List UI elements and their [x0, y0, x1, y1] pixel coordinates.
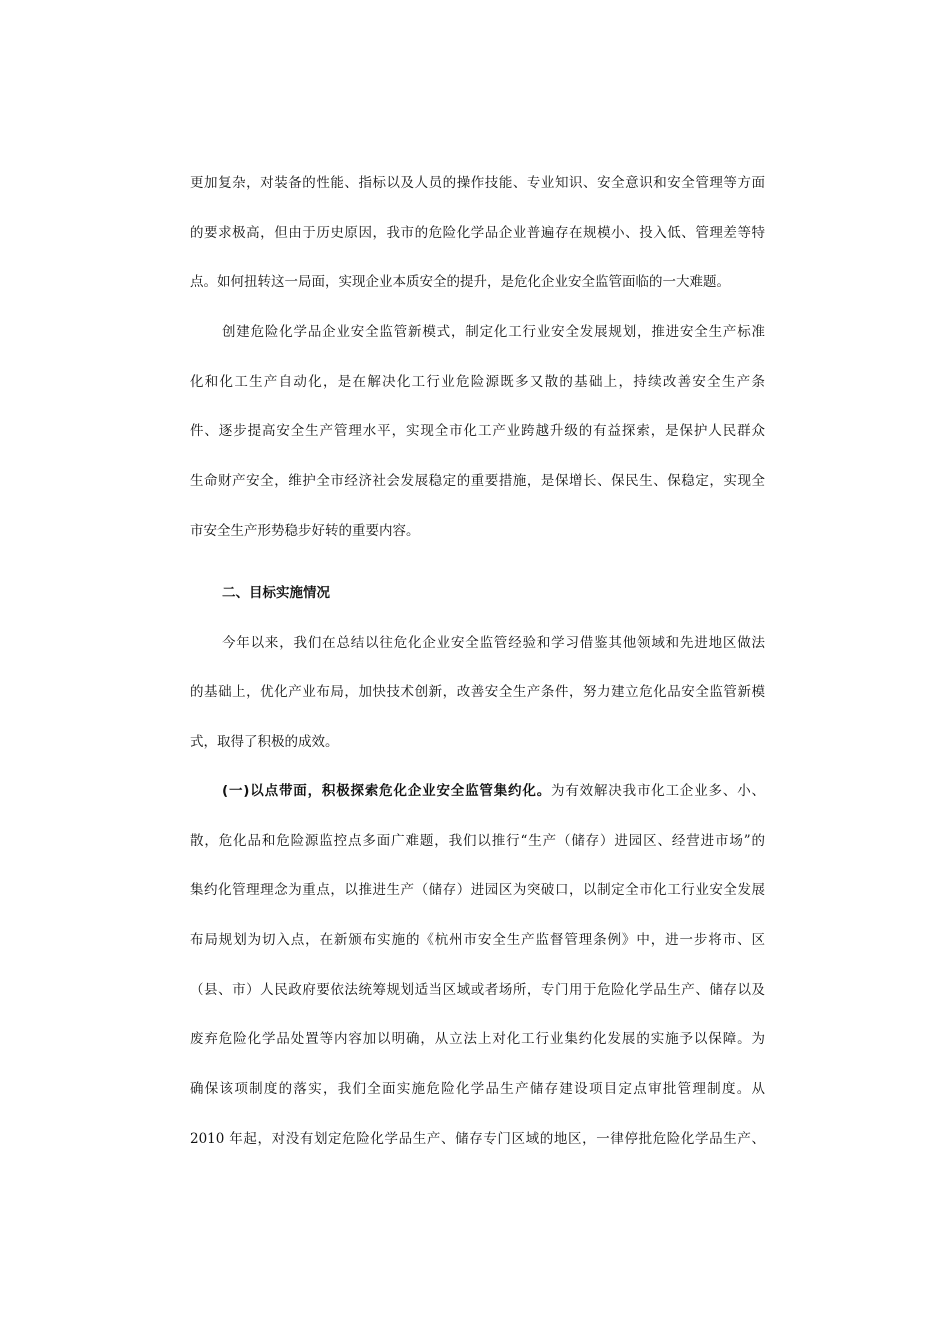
- text-line: 更加复杂，对装备的性能、指标以及人员的操作技能、专业知识、安全意识和安全管理等方面: [190, 175, 765, 191]
- text-line: 2010 年起，对没有划定危险化学品生产、储存专门区域的地区，一律停批危险化学品生产、: [190, 1131, 765, 1147]
- text-line: 废弃危险化学品处置等内容加以明确，从立法上对化工行业集约化发展的实施予以保障。为: [190, 1031, 765, 1047]
- text-run: 为有效解决我市化工企业多、小、: [551, 783, 766, 799]
- text-line: 的要求极高，但由于历史原因，我市的危险化学品企业普遍存在规模小、投入低、管理差等特: [190, 225, 765, 241]
- text-line: 布局规划为切入点，在新颁布实施的《杭州市安全生产监督管理条例》中，进一步将市、区: [190, 932, 765, 948]
- text-line: 集约化管理理念为重点，以推进生产（储存）进园区为突破口，以制定全市化工行业安全发展: [190, 882, 765, 898]
- text-line: 散，危化品和危险源监控点多面广难题，我们以推行“生产（储存）进园区、经营进市场”的: [190, 833, 765, 849]
- text-line: 市安全生产形势稳步好转的重要内容。: [190, 523, 420, 539]
- text-line-lead: [190, 779, 765, 803]
- section-heading: 二、目标实施情况: [222, 585, 330, 601]
- text-line: 今年以来，我们在总结以往危化企业安全监管经验和学习借鉴其他领域和先进地区做法: [222, 635, 765, 651]
- text-line: 件、逐步提高安全生产管理水平，实现全市化工产业跨越升级的有益探索，是保护人民群众: [190, 423, 765, 439]
- text-line: 生命财产安全，维护全市经济社会发展稳定的重要措施，是保增长、保民生、保稳定，实现全: [190, 473, 765, 489]
- text-line: 化和化工生产自动化，是在解决化工行业危险源既多又散的基础上，持续改善安全生产条: [190, 374, 765, 390]
- text-line: 的基础上，优化产业布局，加快技术创新，改善安全生产条件，努力建立危化品安全监管新模: [190, 684, 765, 700]
- text-line: 创建危险化学品企业安全监管新模式，制定化工行业安全发展规划，推进安全生产标准: [222, 324, 765, 340]
- text-line: 式，取得了积极的成效。: [190, 734, 339, 750]
- text-line: 确保该项制度的落实，我们全面实施危险化学品生产储存建设项目定点审批管理制度。从: [190, 1081, 765, 1097]
- text-line: 点。如何扭转这一局面，实现企业本质安全的提升，是危化企业安全监管面临的一大难题。: [190, 274, 730, 290]
- paragraph-lead: (一)以点带面，积极探索危化企业安全监管集约化。: [222, 783, 552, 799]
- text-line: （县、市）人民政府要依法统筹规划适当区域或者场所，专门用于危险化学品生产、储存以及: [190, 982, 765, 998]
